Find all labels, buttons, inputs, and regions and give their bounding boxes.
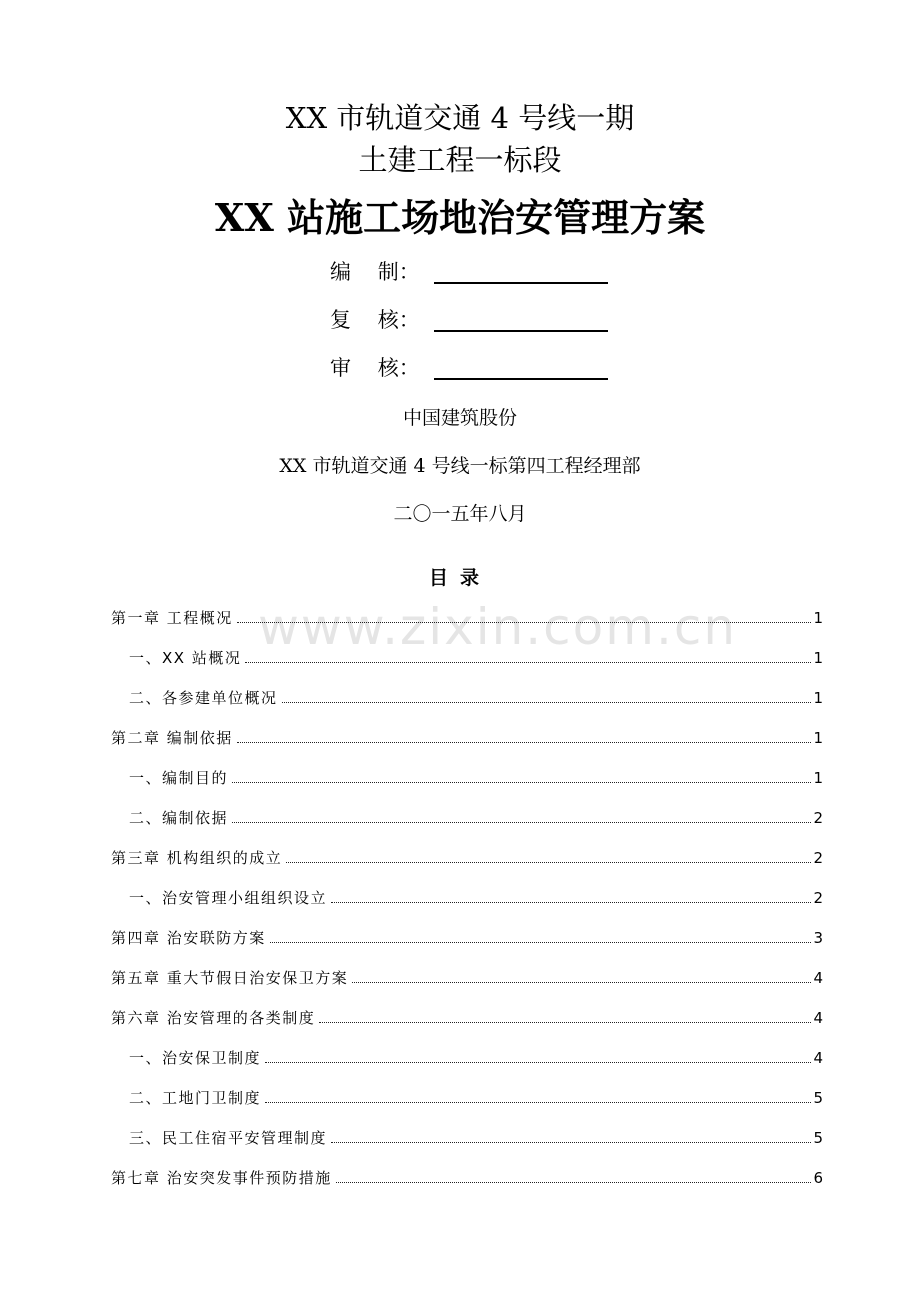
toc-entry[interactable] — [111, 887, 823, 927]
signature-label: 复 核： — [330, 308, 420, 332]
toc-entry[interactable] — [111, 1047, 823, 1087]
toc-entry[interactable] — [111, 687, 823, 727]
toc-page-number: 1 — [813, 649, 823, 667]
toc-entry-text: 一、治安管理小组组织设立 — [129, 889, 328, 907]
toc-entry-text: 二、各参建单位概况 — [129, 689, 278, 707]
toc-entry-text: 一、编制目的 — [129, 769, 229, 787]
toc-entry-text: 第七章 治安突发事件预防措施 — [111, 1169, 332, 1187]
toc-entry[interactable] — [111, 1087, 823, 1127]
signature-compiler — [330, 256, 608, 286]
toc-page-number: 3 — [813, 929, 823, 947]
toc-leader-dots — [286, 862, 811, 863]
toc-page-number: 4 — [813, 1009, 823, 1027]
toc-entry[interactable] — [111, 767, 823, 807]
document-title: XX 站施工场地治安管理方案 — [214, 195, 706, 240]
toc-leader-dots — [232, 782, 811, 783]
signature-line — [434, 258, 608, 284]
toc-entry[interactable] — [111, 807, 823, 847]
toc-entry-text: 二、工地门卫制度 — [129, 1089, 262, 1107]
signature-reviewer — [330, 304, 608, 334]
toc-leader-dots — [265, 1102, 811, 1103]
toc-leader-dots — [270, 942, 812, 943]
toc-entry-text: 第五章 重大节假日治安保卫方案 — [111, 969, 349, 987]
toc-leader-dots — [282, 702, 812, 703]
toc-leader-dots — [352, 982, 811, 983]
toc-page-number: 5 — [813, 1129, 823, 1147]
toc-page-number: 6 — [813, 1169, 823, 1187]
toc-page-number: 1 — [813, 729, 823, 747]
signature-line — [434, 306, 608, 332]
toc-entry-text: 三、民工住宿平安管理制度 — [129, 1129, 328, 1147]
toc-entry[interactable] — [111, 1167, 823, 1207]
toc-page-number: 5 — [813, 1089, 823, 1107]
toc-entry[interactable] — [111, 927, 823, 967]
toc-page-number: 2 — [813, 809, 823, 827]
toc-entry[interactable] — [111, 847, 823, 887]
toc-entry[interactable] — [111, 647, 823, 687]
table-of-contents — [111, 607, 823, 1207]
toc-entry[interactable] — [111, 967, 823, 1007]
toc-entry-text: 一、治安保卫制度 — [129, 1049, 262, 1067]
toc-leader-dots — [237, 622, 812, 623]
signature-approver — [330, 352, 608, 382]
signature-label: 审 核： — [330, 356, 420, 380]
toc-leader-dots — [331, 902, 811, 903]
toc-entry-text: 第六章 治安管理的各类制度 — [111, 1009, 316, 1027]
document-date: 二〇一五年八月 — [393, 503, 527, 525]
toc-leader-dots — [331, 1142, 811, 1143]
project-name-line1: XX 市轨道交通 4 号线一期 — [285, 101, 635, 135]
toc-leader-dots — [336, 1182, 812, 1183]
toc-leader-dots — [245, 662, 811, 663]
toc-entry[interactable] — [111, 1127, 823, 1167]
toc-page-number: 1 — [813, 769, 823, 787]
toc-page-number: 4 — [813, 1049, 823, 1067]
toc-entry-text: 第一章 工程概况 — [111, 609, 233, 627]
toc-page-number: 1 — [813, 609, 823, 627]
toc-leader-dots — [232, 822, 811, 823]
toc-entry-text: 第四章 治安联防方案 — [111, 929, 266, 947]
toc-page-number: 1 — [813, 689, 823, 707]
toc-entry[interactable] — [111, 727, 823, 767]
signature-line — [434, 354, 608, 380]
toc-entry-text: 二、编制依据 — [129, 809, 229, 827]
toc-entry-text: 第三章 机构组织的成立 — [111, 849, 283, 867]
toc-page-number: 2 — [813, 849, 823, 867]
company-name: 中国建筑股份 — [402, 407, 517, 429]
toc-page-number: 2 — [813, 889, 823, 907]
toc-entry[interactable] — [111, 1007, 823, 1047]
toc-heading: 目录 — [428, 567, 491, 589]
toc-leader-dots — [237, 742, 812, 743]
toc-entry[interactable] — [111, 607, 823, 647]
project-name-line2: 土建工程一标段 — [358, 143, 562, 177]
toc-leader-dots — [265, 1062, 811, 1063]
toc-page-number: 4 — [813, 969, 823, 987]
watermark: www.zixin.com.cn — [258, 598, 738, 656]
department-name: XX 市轨道交通 4 号线一标第四工程经理部 — [279, 455, 641, 477]
toc-leader-dots — [319, 1022, 811, 1023]
signature-label: 编 制： — [330, 260, 420, 284]
toc-entry-text: 一、XX 站概况 — [129, 649, 242, 667]
toc-entry-text: 第二章 编制依据 — [111, 729, 233, 747]
